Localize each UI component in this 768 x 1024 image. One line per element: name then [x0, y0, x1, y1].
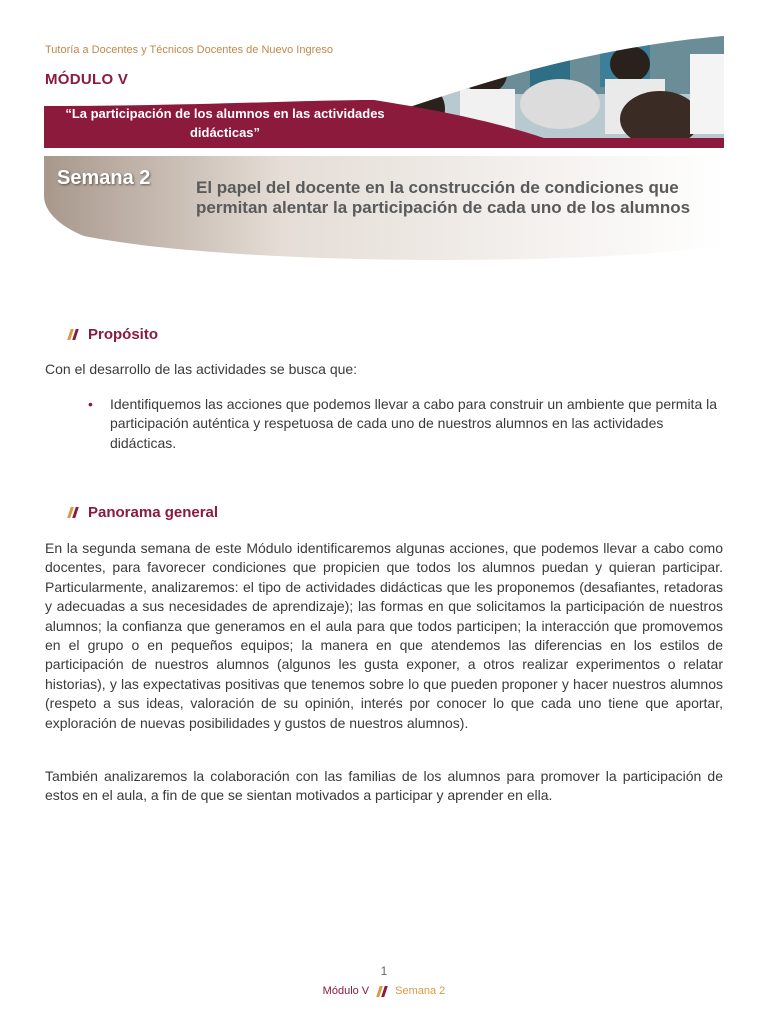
- week-label: Semana 2: [57, 167, 151, 189]
- program-name: Tutoría a Docentes y Técnicos Docentes de Nuevo Ingreso: [45, 44, 333, 56]
- page-header: [0, 0, 768, 160]
- module-title: “La participación de los alumnos en las actividades didácticas”: [65, 106, 385, 140]
- purpose-heading: [66, 326, 158, 343]
- bullet-marker: •: [88, 396, 93, 412]
- week-title: El papel del docente en la construcción de condiciones que permitan alentar la participación de cada uno de los alumnos: [196, 178, 691, 217]
- page-number: 1: [380, 964, 388, 978]
- overview-paragraph: También analizaremos la colaboración con las familias de los alumnos para promover la participación de estos en el aula, a fin de que se sientan motivados a participar y aprender en ella.: [45, 768, 723, 804]
- purpose-heading-text: Propósito: [88, 326, 158, 343]
- footer-module: Módulo V: [322, 985, 370, 997]
- overview-heading-text: Panorama general: [88, 504, 219, 521]
- page-footer: [0, 985, 768, 997]
- double-slash-icon: [66, 329, 80, 340]
- overview-heading: [66, 504, 218, 521]
- overview-paragraph: En la segunda semana de este Módulo identificaremos algunas acciones, que podemos llevar a cabo como docentes, para favorecer condiciones que propicien que todos los alumnos puedan y quieran participar. Particularmente, analizaremos: el tipo de actividades didácticas que les proponemos (desafiantes, retadoras y adecuadas a sus necesidades de aprendizaje); las formas en que solicitamos la participación de nuestros alumnos; la confianza que generamos en el aula para que todos participen; la interacción que promovemos en el grupo o en pequeños equipos; la manera en que atendemos las diferencias en los estilos de participación de nuestros alumnos (algunos les gusta exponer, a otros realizar experimentos o relatar historias), y las expectativas positivas que tenemos sobre lo que pueden proponer y hacer nuestros alumnos (respeto a sus ideas, valoración de su opinión, interés por conocer lo que cada uno tiene que aportar, exploración de nuevas posibilidades y gustos de nuestros alumnos).: [45, 540, 723, 731]
- purpose-intro: Con el desarrollo de las actividades se busca que:: [45, 361, 358, 377]
- purpose-bullet: Identifiquemos las acciones que podemos llevar a cabo para construir un ambiente que permita la participación auténtica y respetuosa de cada uno de nuestros alumnos en las actividades didácticas.: [110, 396, 718, 451]
- footer-week: Semana 2: [395, 985, 446, 997]
- double-slash-icon: [66, 507, 80, 518]
- module-label: MÓDULO V: [45, 71, 129, 88]
- double-slash-icon: [375, 986, 389, 997]
